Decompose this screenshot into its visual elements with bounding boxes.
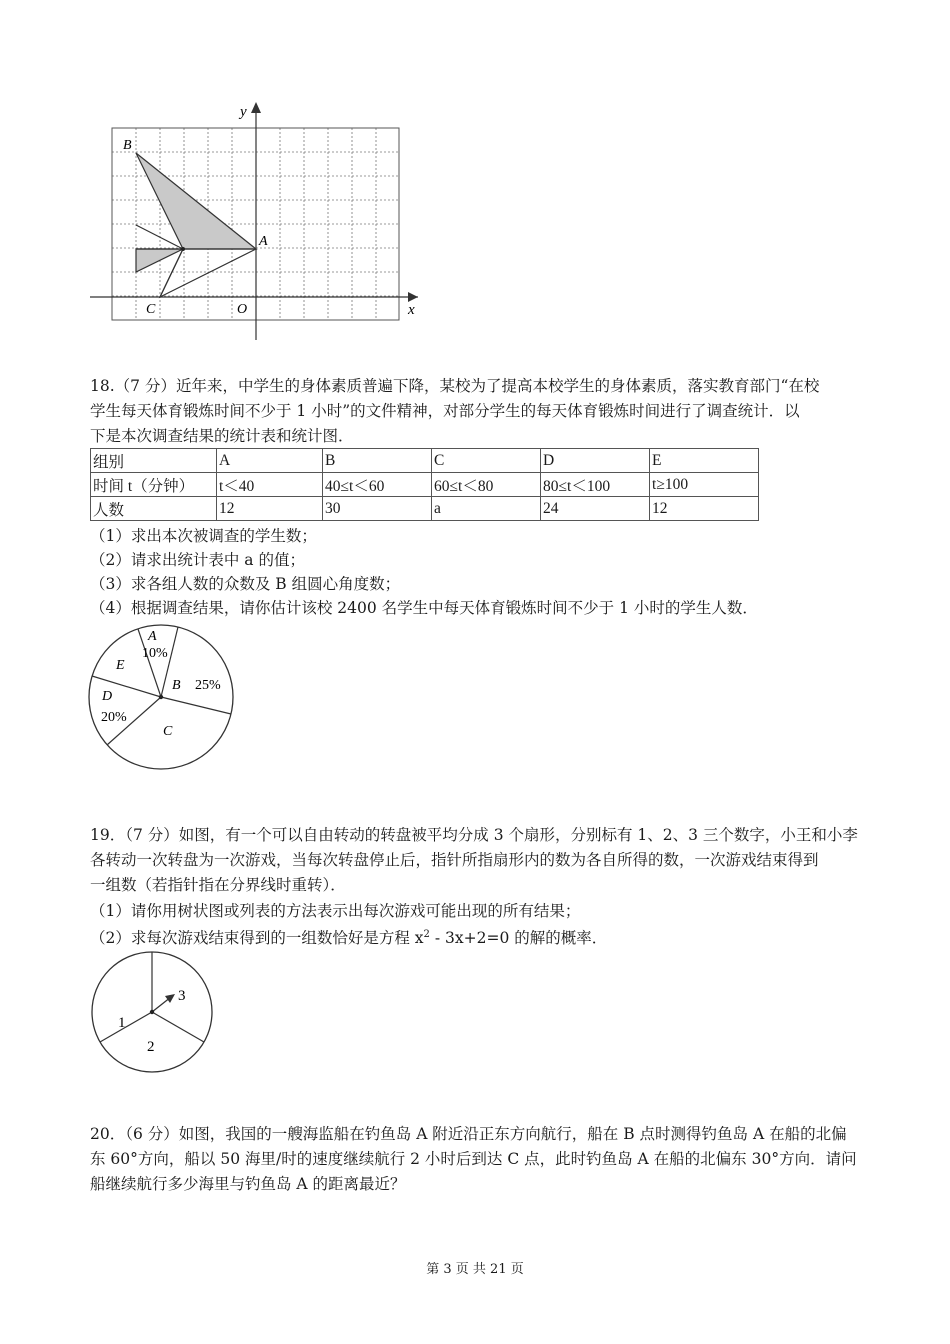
shaded-triangle-small [136, 249, 183, 272]
label-c: C [146, 302, 156, 317]
pie-label-b: B [172, 678, 181, 693]
point-marker [181, 247, 185, 251]
table-row [91, 497, 759, 521]
pie-chart-figure [88, 622, 238, 774]
sub-question: （2）求每次游戏结束得到的一组数恰好是方程 $x^2 - 3x+2=0$ 的解的概率． [90, 929, 608, 948]
pie-divider-b-c [161, 697, 231, 714]
q19-statement [90, 823, 865, 898]
label-o: O [237, 302, 248, 317]
q19-line: 一组数（若指针指在分界线时重转）． [90, 876, 346, 894]
table-cell: 40≤t＜60 [323, 473, 432, 497]
table-cell: t＜40 [217, 473, 323, 497]
spinner-pointer-arrow [165, 994, 175, 1003]
q20-statement [90, 1122, 865, 1197]
table-cell: 组别 [91, 449, 217, 473]
pie-pct-d: 20% [101, 710, 127, 725]
table-cell: 80≤t＜100 [541, 473, 650, 497]
label-b: B [123, 138, 132, 153]
statistics-table [90, 448, 759, 521]
table-cell: t≥100 [650, 473, 759, 497]
sub-question: （4）根据调查结果，请你估计该校 2400 名学生中每天体育锻炼时间不少于 1 小时的学生人数． [90, 599, 758, 617]
sub-question: （1）请你用树状图或列表的方法表示出每次游戏可能出现的所有结果； [90, 902, 581, 920]
sub-question: （1）求出本次被调查的学生数； [90, 527, 317, 545]
q20-line: 东 60°方向，船以 50 海里/时的速度继续航行 2 小时后到达 C 点，此时钓鱼岛 A 在船的北偏东 30°方向．请问 [90, 1150, 857, 1168]
pie-pct-b: 25% [195, 678, 221, 693]
spinner-divider-left [100, 1012, 152, 1042]
q18-line: 下是本次调查结果的统计表和统计图． [90, 427, 354, 445]
exponent: 2 [423, 929, 430, 940]
spinner-center [150, 1010, 154, 1014]
table-cell: 12 [650, 497, 759, 521]
table-cell: 12 [217, 497, 323, 521]
pie-label-e: E [116, 658, 125, 673]
pie-label-c: C [163, 724, 173, 739]
q18-statement [90, 374, 865, 449]
spinner-number-2: 2 [147, 1039, 155, 1055]
table-cell: 60≤t＜80 [432, 473, 541, 497]
label-y: y [240, 104, 247, 120]
q18-line: 学生每天体育锻炼时间不少于 1 小时”的文件精神，对部分学生的每天体育锻炼时间进行了调查统计．以 [90, 402, 800, 420]
pie-label-a: A [148, 629, 157, 644]
sub-question: （2）请求出统计表中 a 的值； [90, 551, 305, 569]
table-cell: E [650, 449, 759, 473]
sub-question: （3）求各组人数的众数及 B 组圆心角度数； [90, 575, 401, 593]
table-cell: 24 [541, 497, 650, 521]
q18-line: 18.（7 分）近年来，中学生的身体素质普遍下降，某校为了提高本校学生的身体素质，落实教育部门“在校 [90, 377, 820, 395]
table-cell: C [432, 449, 541, 473]
label-x: x [408, 302, 415, 318]
table-row [91, 449, 759, 473]
table-cell: 人数 [91, 497, 217, 521]
pie-label-d: D [102, 689, 113, 704]
table-row [91, 473, 759, 497]
label-a: A [259, 234, 268, 249]
table-cell: a [432, 497, 541, 521]
q19-sub-questions [90, 899, 607, 950]
x-axis-arrow [408, 292, 418, 302]
table-cell: A [217, 449, 323, 473]
pie-center [159, 695, 163, 699]
q19-line: 19．（7 分）如图，有一个可以自由转动的转盘被平均分成 3 个扇形，分别标有 1、2、3 三个数字，小王和小李 [90, 826, 858, 844]
coordinate-grid-figure [88, 98, 428, 343]
table-cell: 时间 t（分钟） [91, 473, 217, 497]
table-cell: B [323, 449, 432, 473]
spinner-number-3: 3 [178, 988, 186, 1004]
pie-pct-a: 10% [142, 646, 168, 661]
q20-line: 船继续航行多少海里与钓鱼岛 A 的距离最近？ [90, 1175, 406, 1193]
y-axis-arrow [251, 102, 261, 113]
table-cell: D [541, 449, 650, 473]
spinner-figure [88, 948, 218, 1076]
table-cell: 30 [323, 497, 432, 521]
page-footer: 第 3 页 共 21 页 [426, 1262, 524, 1277]
spinner-number-1: 1 [118, 1015, 126, 1031]
spinner-divider-right [152, 1012, 204, 1042]
q20-line: 20．（6 分）如图，我国的一艘海监船在钓鱼岛 A 附近沿正东方向航行，船在 B 点时测得钓鱼岛 A 在船的北偏 [90, 1125, 847, 1143]
q19-line: 各转动一次转盘为一次游戏，当每次转盘停止后，指针所指扇形内的数为各自所得的数，一次游戏结束得到 [90, 851, 819, 869]
q18-sub-questions [90, 524, 758, 620]
